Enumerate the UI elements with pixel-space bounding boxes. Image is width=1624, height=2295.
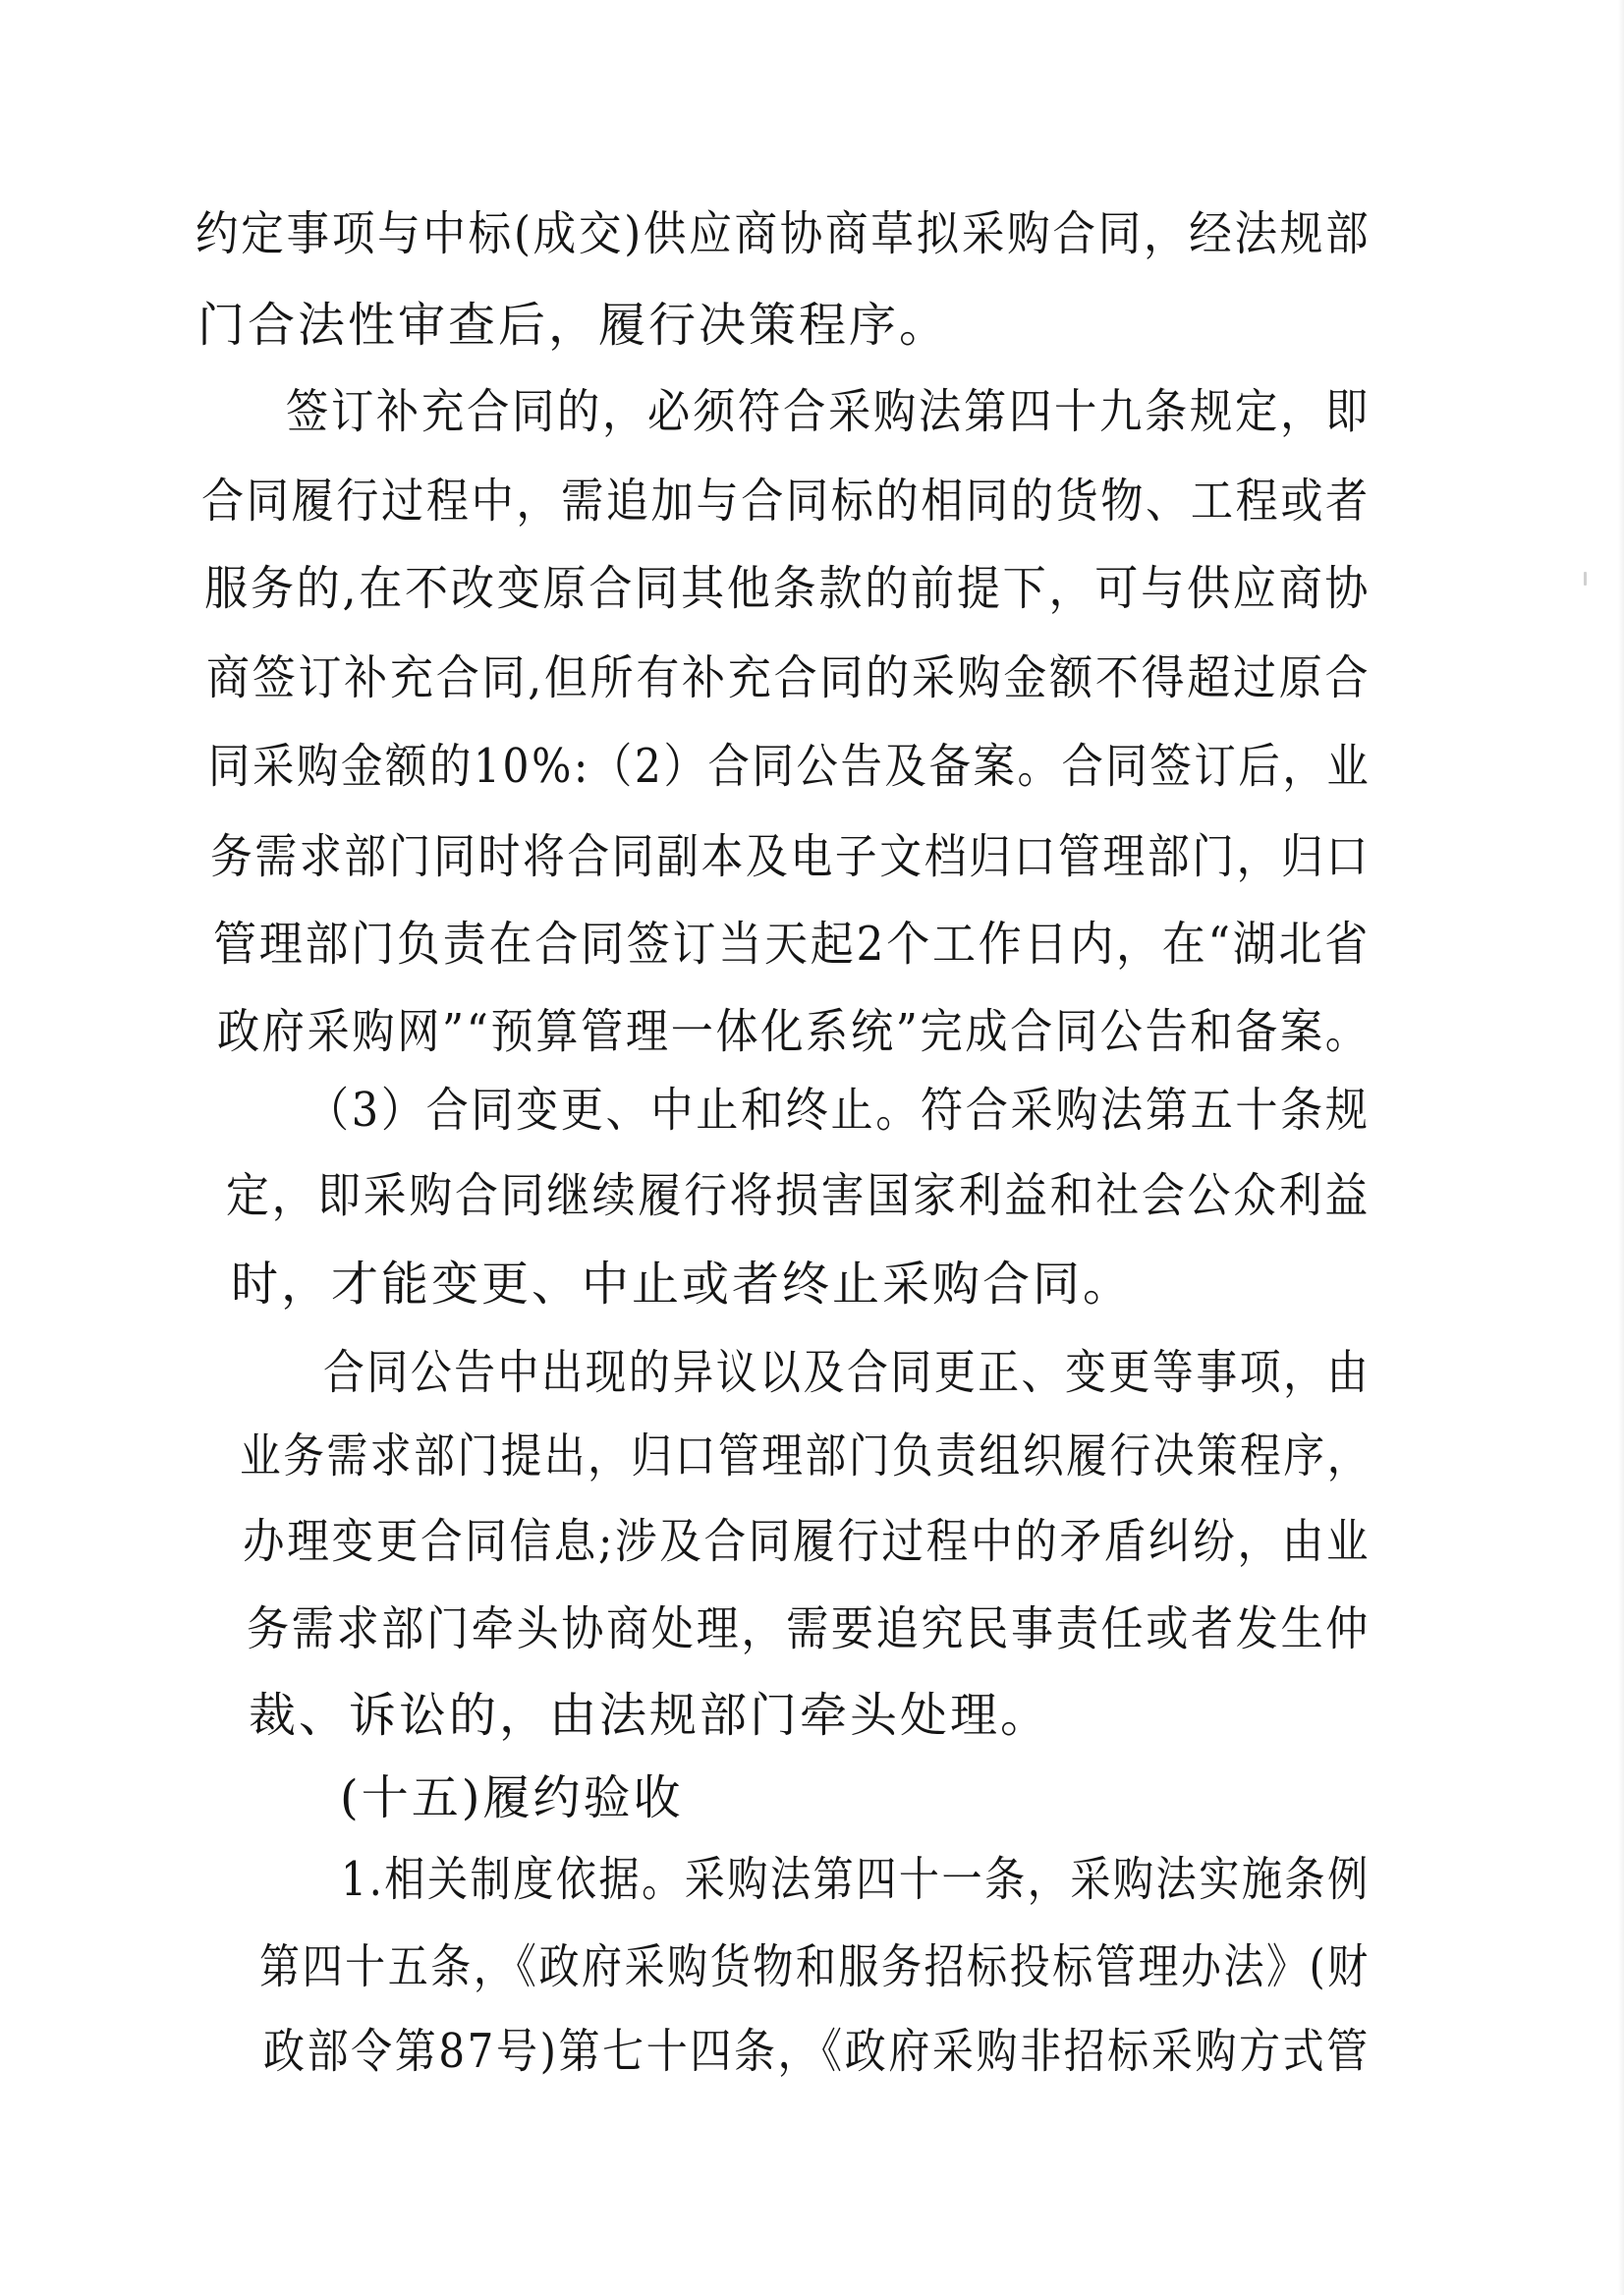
text-line: 1.相关制度依据。采购法第四十一条，采购法实施条例 — [341, 1852, 1371, 1907]
text-line: 合同公告中出现的异议以及合同更正、变更等事项，由 — [323, 1345, 1371, 1400]
text-line: 业务需求部门提出，归口管理部门负责组织履行决策程序， — [240, 1428, 1371, 1483]
text-line: 门合法性审查后，履行决策程序。 — [197, 298, 950, 353]
text-line: （3）合同变更、中止和终止。符合采购法第五十条规 — [307, 1083, 1371, 1138]
text-line: 管理部门负责在合同签订当天起2个工作日内，在“湖北省 — [213, 917, 1372, 972]
text-line: 定，即采购合同继续履行将损害国家利益和社会公众利益 — [226, 1168, 1371, 1223]
section-heading: (十五)履约验收 — [340, 1770, 684, 1825]
text-line: 务需求部门同时将合同副本及电子文档归口管理部门，归口 — [210, 829, 1371, 884]
text-line: 服务的,在不改变原合同其他条款的前提下，可与供应商协 — [204, 561, 1372, 616]
text-line: 时，才能变更、中止或者终止采购合同。 — [231, 1257, 1134, 1312]
text-line: 裁、诉讼的，由法规部门牵头处理。 — [249, 1688, 1051, 1743]
text-line: 约定事项与中标(成交)供应商协商草拟采购合同，经法规部 — [196, 206, 1372, 261]
text-line: 办理变更合同信息;涉及合同履行过程中的矛盾纠纷，由业 — [243, 1514, 1372, 1569]
text-line: 合同履行过程中，需追加与合同标的相同的货物、工程或者 — [201, 474, 1371, 529]
text-line: 务需求部门牵头协商处理，需要追究民事责任或者发生仲 — [247, 1601, 1372, 1656]
text-line: 政部令第87号)第七十四条，《政府采购非招标采购方式管 — [263, 2024, 1371, 2079]
text-line: 同采购金额的10%:（2）合同公告及备案。合同签订后，业 — [208, 739, 1372, 794]
paper-edge — [1618, 0, 1624, 2295]
scan-mark — [1584, 572, 1587, 586]
text-line: 政府采购网”“预算管理一体化系统”完成合同公告和备案。 — [217, 1004, 1371, 1059]
text-line: 签订补充合同的，必须符合采购法第四十九条规定，即 — [286, 384, 1372, 439]
text-line: 第四十五条，《政府采购货物和服务招标投标管理办法》(财 — [259, 1939, 1371, 1994]
text-line: 商签订补充合同,但所有补充合同的采购金额不得超过原合 — [206, 650, 1372, 705]
